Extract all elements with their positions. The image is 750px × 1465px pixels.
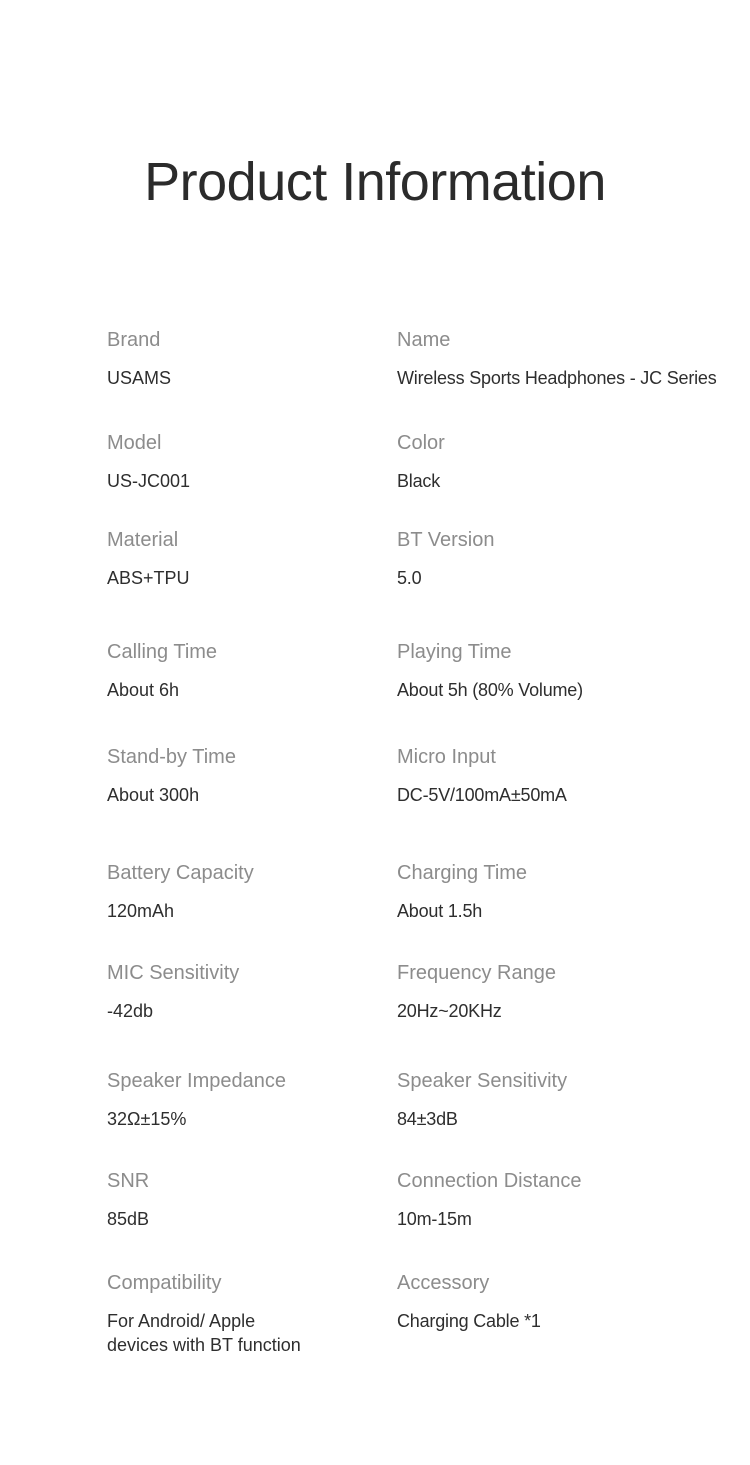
spec-brand xyxy=(107,328,377,390)
spec-playing-time xyxy=(397,640,747,702)
spec-calling-time xyxy=(107,640,377,702)
spec-value: ABS+TPU xyxy=(107,568,190,588)
spec-label: Speaker Impedance xyxy=(107,1070,287,1092)
spec-speaker-sensitivity xyxy=(397,1069,747,1131)
spec-accessory xyxy=(397,1271,747,1333)
spec-color xyxy=(397,431,747,493)
spec-label: Name xyxy=(397,329,451,351)
spec-name xyxy=(397,328,747,390)
spec-value: DC-5V/100mA±50mA xyxy=(397,785,567,805)
spec-value: -42db xyxy=(107,1001,154,1021)
spec-label: Model xyxy=(107,432,162,454)
spec-label: MIC Sensitivity xyxy=(107,962,240,984)
spec-value: 32Ω±15% xyxy=(107,1109,187,1129)
spec-value: About 300h xyxy=(107,785,200,805)
spec-value: 84±3dB xyxy=(397,1109,458,1129)
spec-value: 85dB xyxy=(107,1209,150,1229)
spec-mic-sensitivity xyxy=(107,961,377,1023)
spec-label: Micro Input xyxy=(397,746,496,768)
spec-battery-capacity xyxy=(107,861,377,923)
spec-standby-time xyxy=(107,745,377,807)
spec-value: US-JC001 xyxy=(107,471,191,491)
spec-value: 10m-15m xyxy=(397,1209,472,1229)
spec-compatibility xyxy=(107,1271,377,1357)
spec-label: Calling Time xyxy=(107,641,218,663)
spec-label: BT Version xyxy=(397,529,495,551)
spec-label: Charging Time xyxy=(397,862,528,884)
spec-value: For Android/ Apple devices with BT function xyxy=(107,1311,301,1355)
spec-label: SNR xyxy=(107,1170,150,1192)
spec-label: Connection Distance xyxy=(397,1170,582,1192)
spec-value: About 5h (80% Volume) xyxy=(397,680,583,700)
spec-connection-distance xyxy=(397,1169,747,1231)
spec-speaker-impedance xyxy=(107,1069,377,1131)
spec-label: Stand-by Time xyxy=(107,746,236,768)
spec-label: Accessory xyxy=(397,1272,490,1294)
spec-value: Black xyxy=(397,471,441,491)
spec-label: Color xyxy=(397,432,445,454)
spec-material xyxy=(107,528,377,590)
spec-bt-version xyxy=(397,528,747,590)
spec-snr xyxy=(107,1169,377,1231)
spec-label: Material xyxy=(107,529,179,551)
spec-value: Charging Cable *1 xyxy=(397,1311,541,1331)
spec-label: Battery Capacity xyxy=(107,862,254,884)
spec-value: 120mAh xyxy=(107,901,175,921)
spec-micro-input xyxy=(397,745,747,807)
spec-label: Frequency Range xyxy=(397,962,556,984)
spec-value: About 6h xyxy=(107,680,180,700)
page-title: Product Information xyxy=(144,152,606,212)
spec-label: Brand xyxy=(107,329,161,351)
spec-model xyxy=(107,431,377,493)
spec-label: Playing Time xyxy=(397,641,512,663)
spec-frequency-range xyxy=(397,961,747,1023)
spec-value: About 1.5h xyxy=(397,901,483,921)
spec-value: Wireless Sports Headphones - JC Series xyxy=(397,368,717,388)
spec-value: USAMS xyxy=(107,368,172,388)
spec-value: 20Hz~20KHz xyxy=(397,1001,502,1021)
spec-charging-time xyxy=(397,861,747,923)
spec-value: 5.0 xyxy=(397,568,422,588)
spec-label: Speaker Sensitivity xyxy=(397,1070,568,1092)
spec-label: Compatibility xyxy=(107,1272,222,1294)
